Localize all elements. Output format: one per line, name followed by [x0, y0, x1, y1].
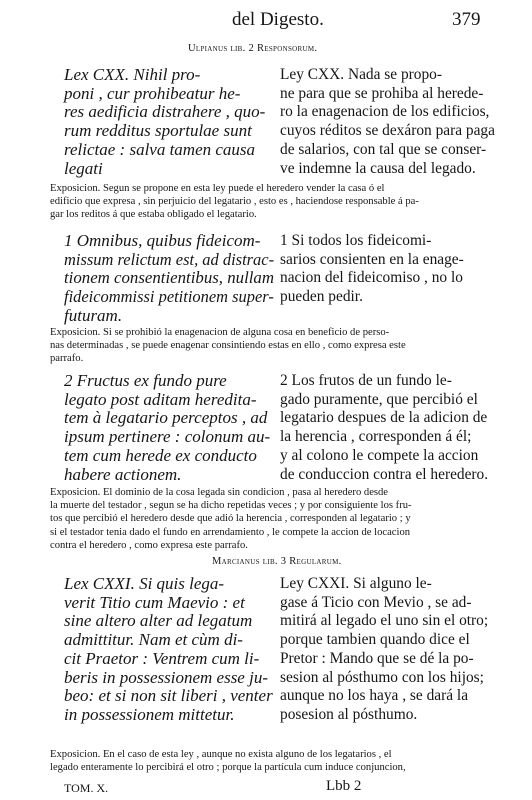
spanish-line: gase á Ticio con Mevio , se ad- — [280, 593, 472, 611]
spanish-line: porque tambien quando dice el — [280, 631, 470, 649]
latin-line: fideicommissi petitionem super- — [64, 287, 274, 307]
spanish-line: sarios consienten en la enage- — [280, 250, 464, 268]
exposition-line: Exposicion. El dominio de la cosa legada sin condicion , pasa al heredero desde — [50, 487, 389, 498]
spanish-line: Pretor : Mando que se dé la po- — [280, 649, 474, 667]
exposition-2 — [50, 326, 502, 366]
exposition-line: edificio que expresa , sin perjuicio del legatario , esto es , haciendose responsable á pa- — [50, 196, 419, 208]
exposition-line: nas determinadas , se puede enagenar consintiendo estas en ello , como expresa este — [50, 340, 406, 352]
exposition-line: si el testador tenia dado el fundo en arrendamiento , le compete la accion de locacion — [50, 526, 411, 538]
latin-line: legati — [64, 158, 103, 178]
latin-line: legato post aditam heredita- — [64, 389, 257, 409]
exposition-line: parrafo. — [50, 353, 84, 365]
latin-line: tem à legatario perceptos , ad — [64, 408, 268, 428]
spanish-line: gado puramente, que percibió el — [280, 390, 478, 408]
latin-line: 2 Fructus ex fundo pure — [64, 371, 227, 390]
latin-line: habere actionem. — [64, 464, 182, 484]
spanish-line: 1 Si todos los fideicomi- — [280, 232, 432, 249]
latin-line: res aedificia distrahere , quo- — [64, 102, 266, 122]
spanish-line: de salarios, con tal que se conser- — [280, 140, 487, 158]
source-citation-marcianus: Marcianus lib. 3 Regularum. — [212, 556, 342, 567]
running-title: del Digesto. — [232, 9, 324, 30]
spanish-line: ro la enagenacion de los edificios, — [280, 103, 490, 121]
latin-line: in possessionem mittetur. — [64, 704, 235, 724]
exposition-line: tos que percibió el heredero desde que adió la herencia , corresponden al legatario ; y — [50, 513, 411, 525]
spanish-line: mitirá al legado el uno sin el otro; — [280, 612, 489, 630]
latin-line: ipsum pertinere : colonum au- — [64, 427, 271, 447]
latin-line: relictae : salva tamen causa — [64, 139, 256, 159]
exposition-line: Exposicion. Si se prohibió la enagenacion de alguna cosa en beneficio de perso- — [50, 327, 390, 338]
latin-line: beo: et si non sit liberi , venter — [64, 686, 273, 706]
latin-line: Lex CXXI. Si quis lega- — [64, 574, 225, 593]
latin-text-lex-120 — [64, 66, 274, 178]
spanish-text-paragraph-2 — [280, 372, 498, 484]
spanish-line: aunque no los haya , se dará la — [280, 687, 469, 705]
latin-line: Lex CXX. Nihil pro- — [64, 65, 201, 84]
page-number: 379 — [452, 9, 481, 30]
spanish-line: Ley CXX. Nada se propo- — [280, 66, 442, 83]
exposition-4 — [50, 748, 502, 774]
spanish-line: ne para que se prohiba al herede- — [280, 84, 484, 102]
exposition-line: legado enteramente lo percibirá el otro ; porque la partícula cum induce conjuncion, — [50, 762, 406, 774]
latin-text-lex-121 — [64, 575, 274, 725]
latin-line: beris in possessionem esse ju- — [64, 667, 268, 687]
spanish-line: 2 Los frutos de un fundo le- — [280, 372, 452, 389]
exposition-1 — [50, 182, 502, 222]
source-citation-ulpianus: Ulpianus lib. 2 Responsorum. — [188, 43, 318, 54]
spanish-text-ley-121 — [280, 575, 498, 725]
latin-line: missum relictum est, ad distrac- — [64, 249, 275, 269]
spanish-line: y al colono le compete la accion — [280, 446, 479, 464]
spanish-line: de conduccion contra el heredero. — [280, 465, 489, 483]
spanish-line: legatario despues de la adicion de — [280, 409, 488, 427]
latin-line: rum redditus sportulae sunt — [64, 121, 252, 141]
exposition-3 — [50, 486, 502, 552]
latin-line: cit Praetor : Ventrem cum li- — [64, 648, 260, 668]
latin-line: tionem consentientibus, nullam — [64, 268, 275, 288]
latin-line: tem cum herede ex conducto — [64, 445, 257, 465]
exposition-line: contra el heredero , como expresa este parrafo. — [50, 539, 248, 551]
spanish-line: Ley CXXI. Si alguno le- — [280, 575, 432, 592]
exposition-line: Exposicion. Segun se propone en esta ley puede el heredero vender la casa ó el — [50, 183, 385, 194]
volume-label: TOM. X. — [64, 781, 109, 795]
spanish-text-paragraph-1 — [280, 232, 498, 307]
spanish-line: pueden pedir. — [280, 288, 363, 306]
latin-line: poni , cur prohibeatur he- — [64, 83, 241, 103]
spanish-line: posesion al pósthumo. — [280, 705, 418, 723]
latin-line: admittitur. Nam et cùm di- — [64, 630, 243, 650]
latin-line: verit Titio cum Maevio : et — [64, 592, 245, 612]
exposition-line: Exposicion. En el caso de esta ley , aunque no exista alguno de los legatarios , el — [50, 749, 392, 760]
exposition-line: la muerte del testador , segun se ha dicho repetidas veces ; y por consiguiente los fru- — [50, 500, 412, 512]
latin-line: futuram. — [64, 305, 123, 325]
signature-mark: Lbb 2 — [326, 778, 362, 794]
spanish-text-ley-120 — [280, 66, 498, 178]
spanish-line: cuyos réditos se dexáron para paga — [280, 122, 495, 140]
latin-line: 1 Omnibus, quibus fideicom- — [64, 231, 261, 250]
spanish-line: ve indemne la causa del legado. — [280, 159, 476, 177]
spanish-line: nacion del fideicomiso , no lo — [280, 269, 463, 287]
latin-text-paragraph-1 — [64, 232, 274, 326]
spanish-line: sesion al pósthumo con los hijos; — [280, 668, 484, 686]
latin-text-paragraph-2 — [64, 372, 274, 484]
spanish-line: la herencia , corresponden á él; — [280, 428, 472, 446]
latin-line: sine altero alter ad legatum — [64, 611, 253, 631]
exposition-line: gar los reditos á que estaba obligado el legatario. — [50, 209, 257, 221]
